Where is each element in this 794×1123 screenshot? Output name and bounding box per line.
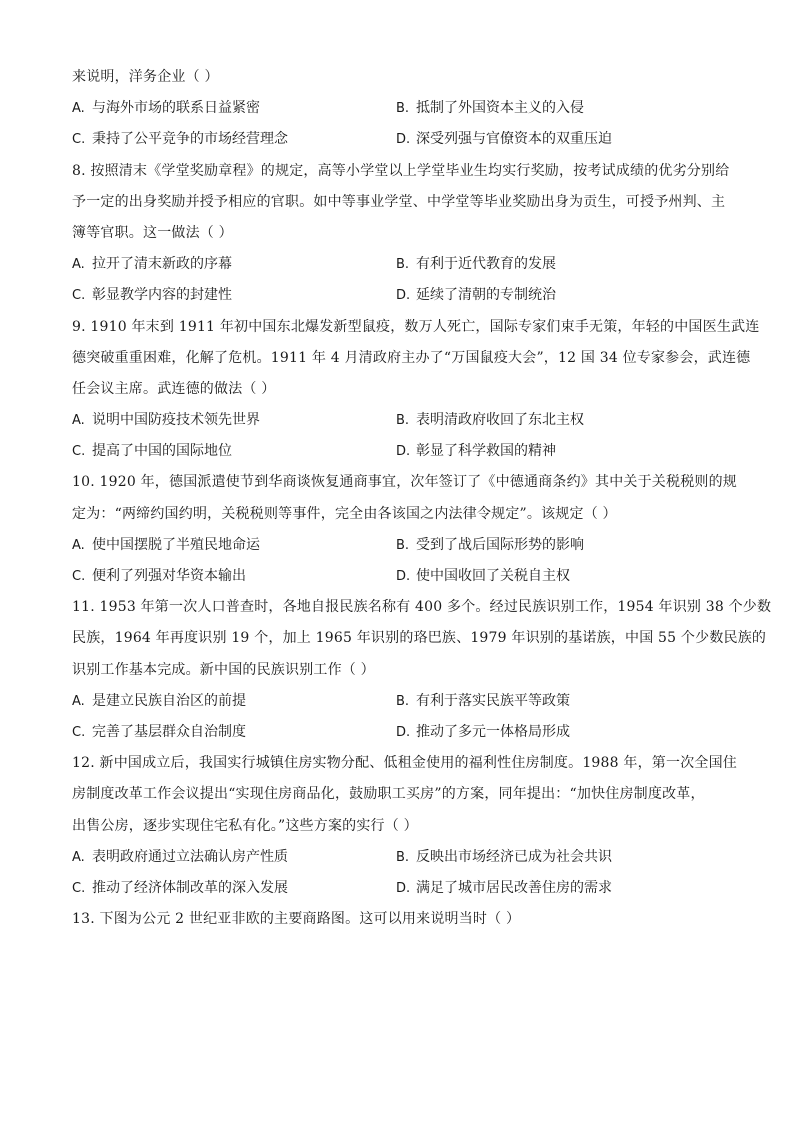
option-text: 拉开了清末新政的序幕 — [92, 256, 232, 273]
option-letter: A. — [72, 693, 85, 709]
option-letter: A. — [72, 257, 85, 273]
answer-option — [396, 124, 612, 155]
option-letter: A. — [72, 413, 85, 429]
option-letter: D. — [396, 569, 411, 584]
answer-option — [396, 249, 556, 280]
answer-option — [396, 436, 556, 467]
option-row — [72, 561, 724, 592]
option-row — [72, 436, 724, 467]
exam-page — [72, 62, 772, 935]
option-row — [72, 249, 724, 280]
answer-option — [72, 280, 396, 311]
option-text: 说明中国防疫技术领先世界 — [92, 412, 260, 429]
option-letter: C. — [72, 444, 86, 460]
answer-option — [396, 530, 584, 561]
option-row — [72, 124, 724, 155]
question-text-line: 德突破重重困难，化解了危机。1911 年 4 月清政府主办了“万国鼠疫大会”，12 国 34 位专家参会，武连德 — [72, 349, 751, 366]
answer-option — [396, 842, 612, 873]
option-row — [72, 530, 724, 561]
answer-option — [396, 686, 570, 717]
answer-option — [72, 93, 396, 124]
option-letter: D. — [396, 132, 411, 148]
option-letter: D. — [396, 288, 411, 304]
option-text: 是建立民族自治区的前提 — [92, 692, 246, 709]
option-text: 完善了基层群众自治制度 — [92, 723, 246, 740]
answer-option — [72, 686, 396, 717]
option-text: 深受列强与官僚资本的双重压迫 — [416, 131, 612, 148]
answer-option — [72, 842, 396, 873]
option-text: 使中国摆脱了半殖民地命运 — [92, 536, 260, 553]
option-letter: B. — [396, 849, 410, 865]
question-text-line: 11. 1953 年第一次人口普查时，各地自报民族名称有 400 多个。经过民族识别工作，1954 年识别 38 个少数 — [72, 599, 772, 616]
option-text: 表明清政府收回了东北主权 — [416, 412, 584, 429]
option-row — [72, 405, 724, 436]
answer-option — [72, 717, 396, 748]
option-text: 与海外市场的联系日益紧密 — [92, 100, 260, 117]
option-letter: C. — [72, 288, 86, 304]
option-text: 延续了清朝的专制统治 — [416, 287, 556, 304]
option-row — [72, 93, 724, 124]
question-text-line: 来说明，洋务企业（ ） — [72, 69, 219, 85]
option-row — [72, 842, 724, 873]
question-text-line: 簿等官职。这一做法（ ） — [72, 224, 233, 241]
option-letter: B. — [396, 693, 410, 709]
question-text-line: 定为：“两缔约国约明，关税税则等事件，完全由各该国之内法律令规定”。该规定（ ） — [72, 505, 617, 522]
option-text: 表明政府通过立法确认房产性质 — [92, 848, 288, 865]
question-text-line: 9. 1910 年末到 1911 年初中国东北爆发新型鼠疫，数万人死亡，国际专家们束手无策，年轻的中国医生武连 — [72, 318, 760, 335]
option-text: 抵制了外国资本主义的入侵 — [416, 100, 584, 117]
question-text-line: 13. 下图为公元 2 世纪亚非欧的主要商路图。这可以用来说明当时（ ） — [72, 911, 521, 928]
option-text: 便利了列强对华资本输出 — [92, 568, 246, 584]
option-letter: C. — [72, 132, 86, 148]
answer-option — [396, 280, 556, 311]
question-text-line: 8. 按照清末《学堂奖励章程》的规定，高等小学堂以上学堂毕业生均实行奖励，按考试成绩的优劣分别给 — [72, 162, 730, 179]
answer-option — [72, 561, 396, 592]
question-text-line: 房制度改革工作会议提出“实现住房商品化，鼓励职工买房”的方案，同年提出：“加快住房制度改革， — [72, 786, 705, 803]
option-letter: A. — [72, 537, 85, 553]
option-text: 推动了多元一体格局形成 — [416, 723, 570, 740]
option-letter: A. — [72, 101, 85, 117]
answer-option — [72, 405, 396, 436]
option-text: 有利于落实民族平等政策 — [416, 692, 570, 709]
option-letter: B. — [396, 257, 410, 273]
question-text-line: 10. 1920 年，德国派遣使节到华商谈恢复通商事宜，次年签订了《中德通商条约》其中关于关税税则的规 — [72, 474, 737, 491]
option-letter: D. — [396, 724, 411, 740]
option-text: 彰显了科学救国的精神 — [416, 443, 556, 460]
option-text: 提高了中国的国际地位 — [92, 443, 232, 460]
option-row — [72, 686, 724, 717]
option-row — [72, 717, 724, 748]
option-text: 彰显教学内容的封建性 — [92, 287, 232, 304]
answer-option — [396, 93, 584, 124]
answer-option — [72, 249, 396, 280]
question-text-line: 民族，1964 年再度识别 19 个，加上 1965 年识别的珞巴族、1979 年识别的基诺族，中国 55 个少数民族的 — [72, 630, 767, 647]
answer-option — [396, 717, 570, 748]
question-text-line: 识别工作基本完成。新中国的民族识别工作（ ） — [72, 661, 375, 678]
option-letter: A. — [72, 849, 85, 865]
answer-option — [396, 873, 612, 904]
option-letter: B. — [396, 101, 410, 117]
option-letter: B. — [396, 413, 410, 429]
option-text: 推动了经济体制改革的深入发展 — [92, 879, 288, 896]
answer-option — [72, 530, 396, 561]
option-text: 秉持了公平竞争的市场经营理念 — [92, 131, 288, 148]
answer-option — [396, 405, 584, 436]
option-text: 反映出市场经济已成为社会共识 — [416, 848, 612, 865]
question-text-line: 予一定的出身奖励并授予相应的官职。如中等事业学堂、中学堂等毕业奖励出身为贡生，可授予州判、主 — [72, 193, 726, 210]
option-letter: C. — [72, 880, 86, 896]
option-letter: B. — [396, 537, 410, 553]
answer-option — [72, 873, 396, 904]
option-letter: D. — [396, 880, 411, 896]
option-text: 满足了城市居民改善住房的需求 — [416, 879, 612, 896]
option-text: 有利于近代教育的发展 — [416, 256, 556, 273]
question-text-line: 出售公房，逐步实现住宅私有化。”这些方案的实行（ ） — [72, 817, 418, 834]
option-text: 使中国收回了关税自主权 — [416, 568, 570, 584]
question-text-line: 任会议主席。武连德的做法（ ） — [72, 380, 276, 397]
option-letter: C. — [72, 569, 86, 584]
option-letter: C. — [72, 724, 86, 740]
option-text: 受到了战后国际形势的影响 — [416, 536, 584, 553]
option-row — [72, 280, 724, 311]
option-row — [72, 873, 724, 904]
answer-option — [72, 436, 396, 467]
answer-option — [396, 561, 570, 592]
option-letter: D. — [396, 444, 411, 460]
question-text-line: 12. 新中国成立后，我国实行城镇住房实物分配、低租金使用的福利性住房制度。1988 年，第一次全国住 — [72, 755, 737, 772]
answer-option — [72, 124, 396, 155]
